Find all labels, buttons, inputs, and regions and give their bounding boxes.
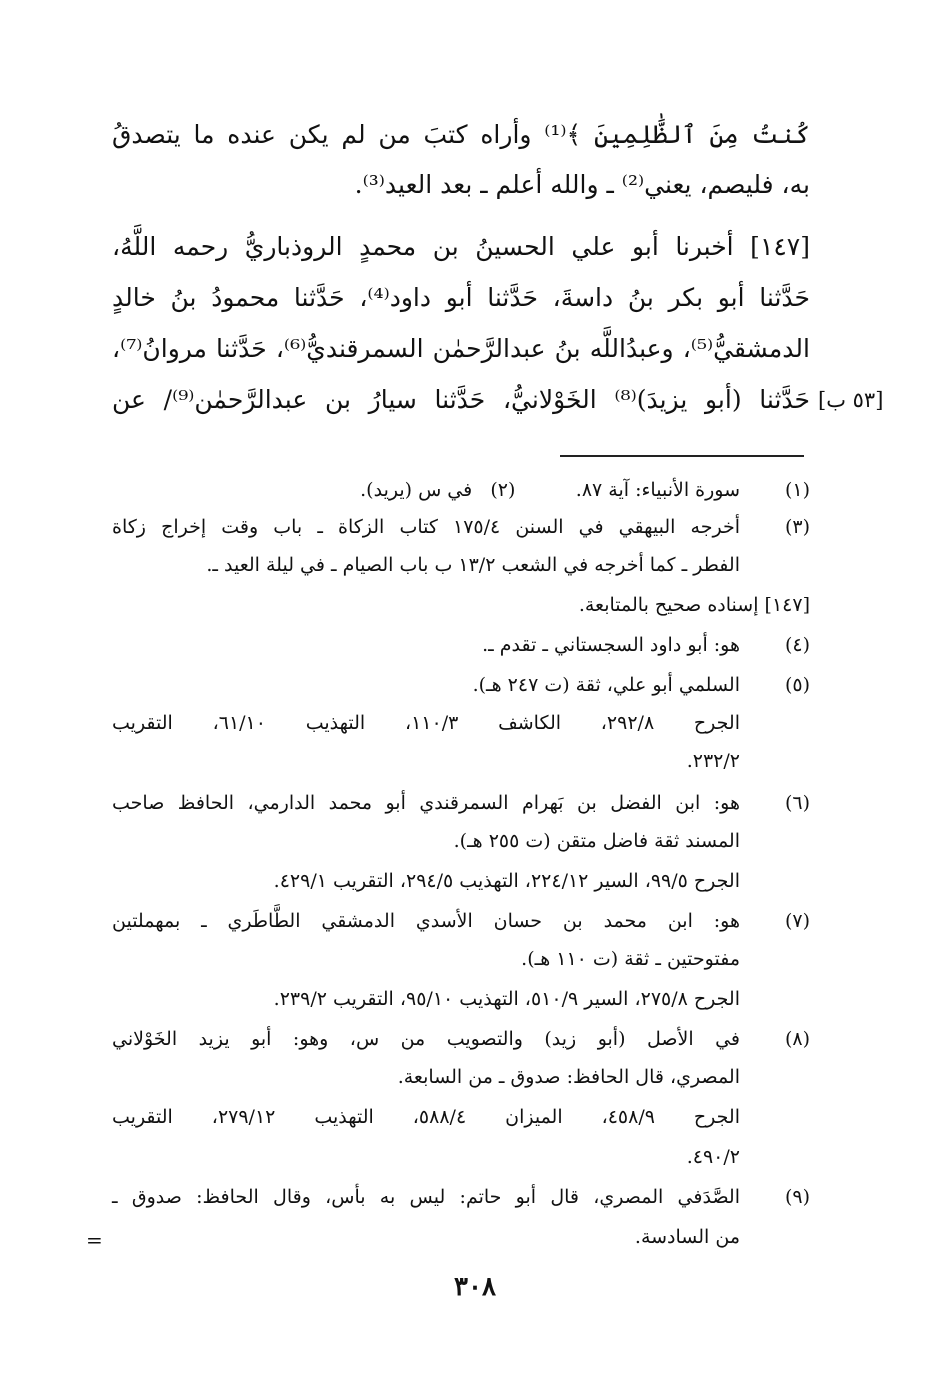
footnote-text: سورة الأنبياء: آية ٨٧. (٢) في س (يريد). [360, 479, 740, 501]
main-text-line-3: [١٤٧] أخبرنا أبو علي الحسينُ بن محمدٍ الروذباريُّ رحمه اللَّهُ، [112, 232, 810, 261]
footnote-3-cont: الفطر ـ كما أخرجه في الشعب ١٣/٢ ب باب الصيام ـ في ليلة العيد ـ. [206, 554, 740, 576]
footnote-5-cont-2: ٢٣٢/٢. [686, 750, 740, 772]
footnote-number: (٨) [784, 1028, 810, 1050]
continuation-mark: = [86, 1228, 103, 1252]
footnote-number: (٤) [784, 634, 810, 656]
footnote-1 [112, 479, 810, 505]
footnote-3 [112, 516, 810, 542]
footnote-text: أخرجه البيهقي في السنن ١٧٥/٤ كتاب الزكاة ـ باب وقت إخراج زكاة [112, 516, 740, 538]
footnote-6-cont-2: الجرح ٩٩/٥، السير ٢٢٤/١٢، التهذيب ٢٩٤/٥، التقريب ٤٢٩/١. [273, 870, 740, 892]
footnote-5 [112, 674, 810, 700]
footnote-8-cont-1: المصري، قال الحافظ: صدوق ـ من السابعة. [397, 1066, 740, 1088]
footnote-7-cont-2: الجرح ٢٧٥/٨، السير ٥١٠/٩، التهذيب ٩٥/١٠، التقريب ٢٣٩/٢. [273, 988, 740, 1010]
footnote-8-cont-2: الجرح ٤٥٨/٩، الميزان ٥٨٨/٤، التهذيب ٢٧٩/١٢، التقريب [112, 1106, 740, 1128]
margin-folio-note: [٥٣ ب] [818, 388, 884, 412]
footnote-7 [112, 910, 810, 936]
footnote-147 [112, 594, 810, 620]
footnote-number: (٦) [784, 792, 810, 814]
footnote-number: (٥) [784, 674, 810, 696]
footnote-9-cont: من السادسة. [634, 1226, 740, 1248]
footnote-5-cont-1: الجرح ٢٩٢/٨، الكاشف ١١٠/٣، التهذيب ٦١/١٠، التقريب [112, 712, 740, 734]
main-text-line-4: حَدَّثنا أبو بكر بنُ داسةَ، حَدَّثنا أبو داود⁽⁴⁾، حَدَّثنا محمودُ بنُ خالدٍ [112, 283, 810, 312]
footnote-number: (٩) [784, 1186, 810, 1208]
footnote-8 [112, 1028, 810, 1054]
page-number: ٣٠٨ [454, 1272, 496, 1302]
footnote-text: في الأصل (أبو زيد) والتصويب من س، وهو: أبو يزيد الخَوْلاني [112, 1028, 740, 1050]
footnote-separator [560, 455, 804, 457]
footnote-7-cont-1: مفتوحتين ـ ثقة (ت ١١٠ هـ). [521, 948, 740, 970]
main-text-line-6: حَدَّثنا (أبو يزيدَ)⁽⁸⁾ الخَوْلانيُّ، حَدَّثنا سيارُ بن عبدالرَّحمٰن⁽⁹⁾/ عن [112, 385, 810, 414]
footnote-text: هو: ابن الفضل بن بَهرام السمرقندي أبو محمد الدارمي، الحافظ صاحب [112, 792, 740, 814]
footnote-text: هو: أبو داود السجستاني ـ تقدم ـ. [482, 634, 740, 656]
footnote-text: السلمي أبو علي، ثقة (ت ٢٤٧ هـ). [472, 674, 740, 696]
footnote-6 [112, 792, 810, 818]
footnote-6-cont-1: المسند ثقة فاضل متقن (ت ٢٥٥ هـ). [453, 830, 740, 852]
main-text-line-5: الدمشقيُّ⁽⁵⁾، وعبدُاللَّه بنُ عبدالرَّحمٰن السمرقنديُّ⁽⁶⁾، حَدَّثنا مروانُ⁽⁷⁾، [112, 334, 810, 363]
footnote-8-cont-3: ٤٩٠/٢. [686, 1146, 740, 1168]
main-text-line-2: به، فليصم، يعني⁽²⁾ ـ والله أعلم ـ بعد العيد⁽³⁾. [354, 170, 810, 199]
footnote-9 [112, 1186, 810, 1212]
footnote-text: الصَّدَفي المصري، قال أبو حاتم: ليس به بأس، وقال الحافظ: صدوق ـ [112, 1186, 740, 1208]
footnote-4 [112, 634, 810, 660]
footnote-number: (١) [784, 479, 810, 501]
main-text-line-1: كُنتُ مِنَ ٱلظَّٰلِمِينَ ﴾⁽¹⁾ وأراه كتبَ من لم يكن عنده ما يتصدقُ [112, 120, 810, 149]
footnote-text: [١٤٧] إسناده صحيح بالمتابعة. [578, 594, 810, 616]
footnote-text: هو: ابن محمد بن حسان الأسدي الدمشقي الطَّاطَري ـ بمهملتين [112, 910, 740, 932]
footnote-number: (٣) [784, 516, 810, 538]
footnote-number: (٧) [784, 910, 810, 932]
